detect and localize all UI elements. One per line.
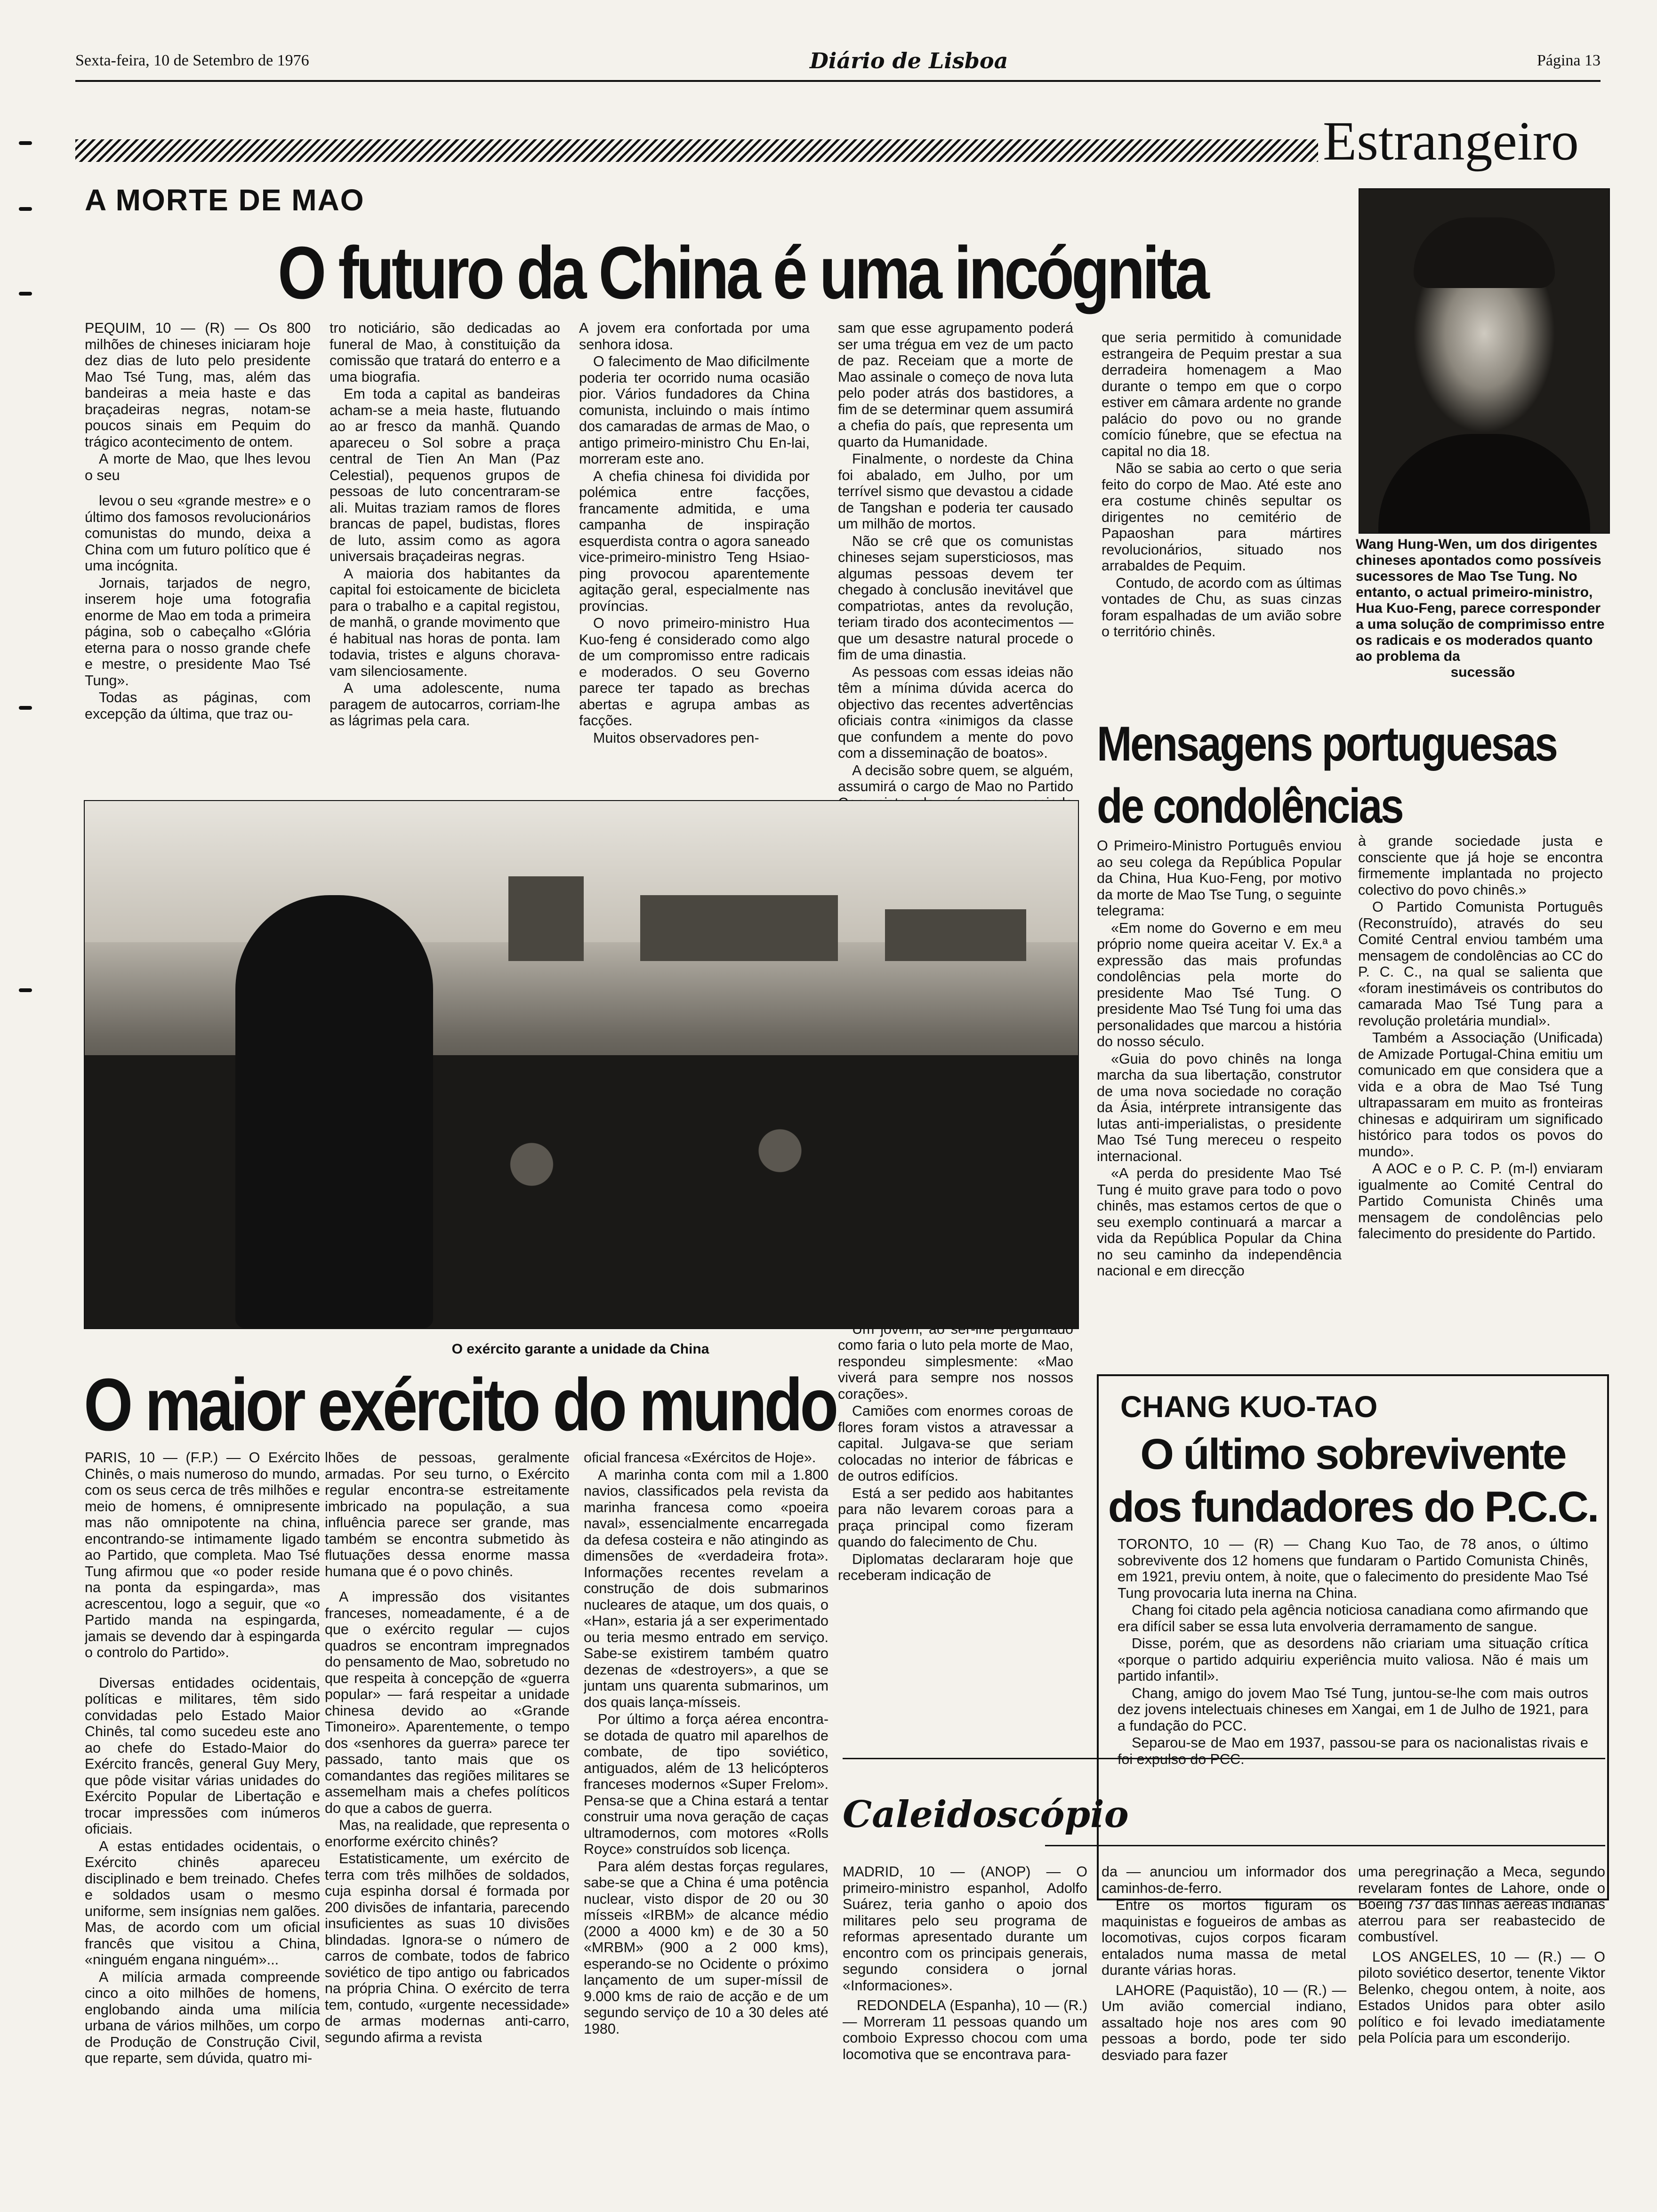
paragraph: Disse, porém, que as desordens não criariam uma situação crítica «porque o partido adquiriu experiência muito valiosa. Não é mais um partido infantil».: [1118, 1635, 1588, 1684]
paragraph: Diplomatas declararam hoje que receberam indicação de: [838, 1551, 1073, 1583]
paragraph: lhões de pessoas, geralmente armadas. Por seu turno, o Exército regular encontra-se estreitamente imbricado na população, a sua influência parece ser grande, mas também se encontra submetido às flutuações dessa enorme massa humana que é o povo chinês.: [325, 1450, 570, 1579]
paragraph: que seria permitido à comunidade estrangeira de Pequim prestar a sua derradeira homenagem a Mao durante o tempo em que o corpo estiver em câmara ardente no grande palácio do povo ou no grande comício fúnebre, que se efectua na capital no dia 18.: [1102, 329, 1342, 459]
paragraph: A jovem era confortada por uma senhora idosa.: [579, 320, 810, 353]
article1-column-3: [579, 320, 810, 791]
masthead: [75, 48, 1601, 82]
margin-mark: [19, 706, 32, 710]
article1-column-1: [85, 320, 311, 791]
paragraph: Também a Associação (Unificada) de Amizade Portugal-China emitiu um comunicado em que considera que a vida e a obra de Mao Tsé Tung ultrapassaram em muito as fronteiras chinesas e adquiriram um significado histórico para todos os povos do mundo».: [1358, 1030, 1603, 1160]
paragraph: Não se sabia ao certo o que seria feito do corpo de Mao. Até este ano era costume chinês sepultar os dirigentes no cemitério de Papaoshan para mártires revolucionários, situado nos arrabaldes de Pequim.: [1102, 460, 1342, 574]
caleidoscopio-top-rule: [843, 1758, 1605, 1759]
paragraph: A uma adolescente, numa paragem de autocarros, corriam-lhe as lágrimas pela cara.: [330, 680, 560, 729]
paragraph: da — anunciou um informador dos caminhos-de-ferro.: [1102, 1864, 1346, 1896]
paragraph: Estatisticamente, um exército de terra com três milhões de soldados, cuja espinha dorsal é formada por 200 divisões de infantaria, parecendo insuficientes as suas 10 divisões blindadas. Ignora-se o número de carros de combate, todos de fabrico soviético de tipo antigo ou fabricados na própria China. O exército de terra tem, contudo, «urgente necessidade» de armas modernas anti-carro, segundo afirma a revista: [325, 1851, 570, 2045]
paragraph: O Primeiro-Ministro Português enviou ao seu colega da República Popular da China, Hua Kuo-Feng, por motivo da morte de Mao Tse Tung, o seguinte telegrama:: [1097, 838, 1342, 919]
paragraph: O Partido Comunista Português (Reconstruído), através do seu Comité Central enviou também uma mensagem de condolências ao CC do P. C. C., na qual se salienta que «foram inestimáveis os contributos do camarada Mao Tsé Tung para a revolução proletária mundial».: [1358, 899, 1603, 1029]
photo-officer-figure: [235, 895, 433, 1328]
caleidoscopio-column-3: [1358, 1864, 1605, 2203]
article2-column-3: [584, 1450, 828, 2203]
paragraph: Para além destas forças regulares, sabe-se que a China é uma potência nuclear, visto dispor de 20 ou 30 mísseis «IRBM» de alcance médio (2000 a 4000 km) e de 30 a 50 «MRBM» (900 a 2 000 kms), esperando-se no Ocidente o próximo lançamento de um super-míssil de 9.000 kms de raio de acção e de um segundo serviço de 10 a 30 deles até 1980.: [584, 1858, 828, 2037]
paragraph: Jornais, tarjados de negro, inserem hoje uma fotografia enorme de Mao em toda a primeira página, sob o cabeçalho «Glória eterna para o nosso grande chefe e mestre, o presidente Mao Tsé Tung».: [85, 575, 311, 689]
margin-mark: [19, 207, 32, 211]
paragraph: PARIS, 10 — (F.P.) — O Exército Chinês, o mais numeroso do mundo, com os seus cerca de três milhões e meio de homens, é omnipresente mas não omnipotente na china, encontrando-se intimamente ligado ao Partido, que completa. Mao Tsé Tung afirmou que «o poder reside na ponta da espingarda», mas acrescentou, logo a seguir, que «o Partido manda na espingarda, jamais se devendo dar à espingarda o controlo do Partido».: [85, 1450, 320, 1660]
paragraph: Chang, amigo do jovem Mao Tsé Tung, juntou-se-lhe com mais outros dez jovens intelectuais chineses em Xangai, em 1 de Julho de 1921, para a fundação do PCC.: [1118, 1685, 1588, 1734]
page-kicker: A MORTE DE MAO: [85, 183, 365, 217]
newspaper-name: Diário de Lisboa: [810, 48, 1008, 73]
box-title: [1099, 1428, 1607, 1533]
margin-mark: [19, 141, 32, 145]
paragraph: A milícia armada compreende cinco a oito milhões de homens, englobando ainda uma milícia urbana de vários milhões, um corpo de Produção de Construção Civil, que reparte, sem dúvida, quatro mi-: [85, 1969, 320, 2066]
paragraph: à grande sociedade justa e consciente que já hoje se encontra firmemente implantada no projecto colectivo do povo chinês.»: [1358, 833, 1603, 898]
paragraph: Muitos observadores pen-: [593, 729, 759, 746]
paragraph: PEQUIM, 10 — (R) — Os 800 milhões de chineses iniciaram hoje dez dias de luto pelo presidente Mao Tsé Tung, mas, além das bandeiras a meia haste e das braçadeiras negras, notam-se poucos sinais em Pequim do trágico acontecimento de ontem.: [85, 320, 311, 450]
box-title-line-2: dos fundadores do P.C.C.: [1108, 1483, 1598, 1531]
paragraph: Mas, na realidade, que representa o enorforme exército chinês?: [325, 1817, 570, 1850]
headline-line-1: Mensagens portuguesas: [1097, 717, 1557, 771]
article1-column-5: [1102, 329, 1342, 697]
caption-last-word: sucessão: [1450, 665, 1515, 680]
paragraph: A decisão sobre quem, se alguém, assumirá o cargo de Mao no Partido: [838, 762, 1073, 794]
article3-column-2: [1358, 833, 1603, 1365]
box-title-line-1: O último sobrevivente: [1140, 1430, 1566, 1478]
chang-kuo-tao-box: [1097, 1374, 1609, 1900]
headline-condolences: [1097, 713, 1556, 837]
paragraph: Separou-se de Mao em 1937, passou-se para os nacionalistas rivais e foi expulso do PCC.: [1118, 1735, 1588, 1767]
issue-date: Sexta-feira, 10 de Setembro de 1976: [75, 52, 309, 69]
paragraph: Por último a força aérea encontra-se dotada de quatro mil aparelhos de combate, de tipo soviético, antiguados, além de 13 helicópteros franceses modernos «Super Frelom». Pensa-se que a China estará a tentar construir uma nova geração de caças ultramodernos, com motores «Rolls Royce» construídos sob licença.: [584, 1711, 828, 1857]
margin-marks: [19, 141, 47, 1082]
article3-column-1: [1097, 838, 1342, 1365]
photo-soldiers-crowd: [85, 1055, 1078, 1328]
paragraph: levou o seu «grande mestre» e o último dos famosos revolucionários comunistas do mundo, deixa a China com um futuro político que é uma incógnita.: [85, 493, 311, 574]
paragraph: sam que esse agrupamento poderá ser uma trégua em vez de um pacto de paz. Receiam que a morte de Mao assinale o começo de nova luta pelo poder atrás dos bastidores, a fim de se determinar quem assumirá a chefia do país, que representa um quarto da Humanidade.: [838, 320, 1073, 450]
article1-column-2: [330, 320, 560, 791]
paragraph: O novo primeiro-ministro Hua Kuo-feng é considerado como algo de um compromisso entre radicais e moderados. O seu Governo parece ter tapado as brechas abertas e agrupa ambas as facções.: [579, 615, 810, 729]
paragraph: LOS ANGELES, 10 — (R.) — O piloto soviético desertor, tenente Viktor Belenko, chegou ontem, à noite, aos Estados Unidos para obter asilo político e foi levado imediatamente pela Polícia para um esconderijo.: [1358, 1948, 1605, 2046]
caleidoscopio-column-2: [1102, 1864, 1346, 2203]
headline-largest-army: O maior exército do mundo: [84, 1363, 836, 1446]
headline-future-of-china: O futuro da China é uma incógnita: [278, 232, 1207, 314]
section-hatch-rule: [75, 139, 1318, 162]
page-number: Página 13: [1536, 52, 1601, 69]
box-body: [1118, 1536, 1588, 1884]
photo-hair-shape: [1414, 217, 1555, 288]
paragraph: Todas as páginas, com excepção da última, que traz ou-: [85, 689, 311, 722]
paragraph: A morte de Mao, que lhes levou o seu: [85, 451, 311, 483]
paragraph: como faria o luto pela morte de Mao, respondeu simplesmente: «Mao viverá para sempre nos nossos corações».: [838, 1337, 1073, 1402]
paragraph: LAHORE (Paquistão), 10 — (R.) — Um avião comercial indiano, assaltado hoje nos ares com 90 pessoas a bordo, pode ter sido desviado para fazer: [1102, 1982, 1346, 2063]
margin-mark: [19, 292, 32, 296]
paragraph: Entre os mortos figuram os maquinistas e fogueiros de ambas as locomotivas, cujos corpos ficaram entalados numa massa de metal durante várias horas.: [1102, 1897, 1346, 1978]
paragraph: Contudo, de acordo com as últimas vontades de Chu, as suas cinzas foram espalhadas de um avião sobre o território chinês.: [1102, 575, 1342, 640]
paragraph: Finalmente, o nordeste da China foi abalado, em Julho, por um terrível sismo que devastou a cidade de Tangshan e poderia ter causado um milhão de mortos.: [838, 451, 1073, 532]
caleidoscopio-column-1: [843, 1864, 1087, 2203]
army-photo-caption: O exército garante a unidade da China: [451, 1341, 709, 1357]
portrait-caption: [1356, 537, 1610, 681]
paragraph: As pessoas com essas ideias não têm a mínima dúvida acerca do objectivo das recentes advertências oficiais contra «inimigos da classe que confundem a mente do povo com a disseminação de boatos».: [838, 664, 1073, 761]
paragraph: Não se crê que os comunistas chineses sejam supersticiosos, mas algumas pessoas devem ter chegado à conclusão inevitável que compatriotas, antes da revolução, teriam tirado dos acontecimentos — que um desastre natural procede o fim de uma dinastia.: [838, 533, 1073, 663]
paragraph: A AOC e o P. C. P. (m-l) enviaram igualmente ao Comité Central do Partido Comunista Chinês uma mensagem de condolências pelo falecimento do presidente do Partido.: [1358, 1161, 1603, 1242]
paragraph: tro noticiário, são dedicadas ao funeral de Mao, à constituição da comissão que tratará do enterro e a uma biografia.: [330, 320, 560, 385]
portrait-photo-wang-hung-wen: [1359, 188, 1610, 534]
article2-column-1: [85, 1450, 320, 2203]
caleidoscopio-title-rule: [1045, 1845, 1605, 1846]
margin-mark: [19, 988, 32, 992]
headline-line-2: de condolências: [1097, 779, 1403, 834]
paragraph: oficial francesa «Exércitos de Hoje».: [584, 1450, 816, 1466]
paragraph: Diversas entidades ocidentais, políticas e militares, têm sido convidadas pelo Estado Maior Chinês, tal como sucedeu este ano ao chefe do Estado-Maior do Exército francês, general Guy Mery, que pôde visitar várias unidades do Exército Popular de Libertação e trocar impressões com inúmeros oficiais.: [85, 1675, 320, 1837]
caption-text: Wang Hung-Wen, um dos dirigentes chineses apontados como possíveis sucessores de Mao Tse Tung. No entanto, o actual primeiro-ministro, Hua Kuo-Feng, parece corresponder a uma solução de comprimisso entre os radicais e os moderados quanto ao problema da: [1356, 537, 1605, 664]
paragraph: REDONDELA (Espanha), 10 — (R.) — Morreram 11 pessoas quando um comboio Expresso chocou com uma locomotiva que se encontrava para-: [843, 1997, 1087, 2062]
paragraph: Em toda a capital as bandeiras acham-se a meia haste, flutuando ao ar fresco da manhã. Quando apareceu o Sol sobre a praça central de Tien An Man (Paz Celestial), pequenos grupos de pessoas de luto concentraram-se ali. Muitas traziam ramos de flores brancas de papel, budistas, flores de luto, assim como as agora universais braçadeiras negras.: [330, 386, 560, 564]
paragraph: A estas entidades ocidentais, o Exército chinês apareceu disciplinado e bem treinado. Chefes e soldados usam o mesmo uniforme, sem insígnias nem galões. Mas, de acordo com um oficial francês que visitou a China, «ninguém engana ninguém»...: [85, 1838, 320, 1968]
photo-building: [885, 909, 1026, 961]
paragraph: «Em nome do Governo e em meu próprio nome queira aceitar V. Ex.ª a expressão das mais profundas condolências pela morte do presidente Mao Tsé Tung. O presidente Mao Tsé Tung foi uma das personalidades que marcou a história do nosso século.: [1097, 920, 1342, 1050]
paragraph: TORONTO, 10 — (R) — Chang Kuo Tao, de 78 anos, o último sobrevivente dos 12 homens que fundaram o Partido Comunista Chinês, em 1921, previu ontem, à noite, que o falecimento do presidente Mao Tsé Tung provocaria luta inerna na China.: [1118, 1536, 1588, 1601]
paragraph: MADRID, 10 — (ANOP) — O primeiro-ministro espanhol, Adolfo Suárez, teria ganho o apoio dos militares pelo seu programa de reformas apresentado durante um encontro com os principais generais, segundo considera o jornal «Informaciones».: [843, 1864, 1087, 1994]
paragraph: A impressão dos visitantes franceses, nomeadamente, é a de que o exército regular — cujos quadros se encontram impregnados do pensamento de Mao, sobretudo no que respeita à concepção de «guerra popular» — fará respeitar a unidade chinesa devido ao «Grande Timoneiro». Aparentemente, o tempo dos «senhores da guerra» parece ter passado, tanto mais que os comandantes das regiões militares se assemelham mais a chefes políticos do que a cabos de guerra.: [325, 1589, 570, 1816]
paragraph: A marinha conta com mil a 1.800 navios, classificados pela revista da marinha francesa como «poeira naval», essencialmente encarregada da defesa costeira e não atingindo as dimensões de «verdadeira frota». Informações recentes revelam a construção de dois submarinos nucleares de ataque, um dos quais, o «Han», estaria já a ser experimentado ou teria mesmo entrado em serviço. Sabe-se existirem também quatro dezenas de «destroyers», a que se juntam uns quarenta submarinos, um dos quais lança-mísseis.: [584, 1467, 828, 1710]
paragraph: Chang foi citado pela agência noticiosa canadiana como afirmando que era difícil saber se essa luta envolveria derramamento de sangue.: [1118, 1602, 1588, 1635]
caleidoscopio-title: Caleidoscópio: [843, 1793, 1129, 1836]
section-title: Estrangeiro: [1323, 110, 1579, 172]
paragraph: A chefia chinesa foi dividida por polémica entre facções, francamente admitida, e uma campanha de inspiração esquerdista contra o agora saneado vice-primeiro-ministro Teng Hsiao-ping provocou aparentemente agitação geral, especialmente nas províncias.: [579, 468, 810, 614]
paragraph: «Guia do povo chinês na longa marcha da sua libertação, construtor de uma nova sociedade no coração da Ásia, intérprete intransigente das lutas anti-imperialistas, o presidente Mao Tsé Tung mereceu o respeito internacional.: [1097, 1050, 1342, 1164]
box-kicker: CHANG KUO-TAO: [1120, 1390, 1378, 1424]
army-photo: [84, 800, 1079, 1329]
paragraph: uma peregrinação a Meca, segundo revelaram fontes de Lahore, onde o Boeing 737 das linhas aéreas indianas aterrou para ser reabastecido de combustível.: [1358, 1864, 1605, 1945]
paragraph: Camiões com enormes coroas de flores foram vistos a atravessar a capital. Julgava-se que seriam colocadas no interior de fábricas e de outros edifícios.: [838, 1403, 1073, 1484]
paragraph: A maioria dos habitantes da capital foi estoicamente de bicicleta para o trabalho e a capital registou, de manhã, o grande movimento que é habitual nas horas de ponta. Iam todavia, tristes e alguns chorava-vam silenciosamente.: [330, 565, 560, 679]
photo-building: [508, 876, 584, 961]
paragraph: «A perda do presidente Mao Tsé Tung é muito grave para todo o povo chinês, mas estamos certos de que o seu exemplo continuará a marcar a vida da República Popular da China no seu caminho da independência nacional e em direcção: [1097, 1165, 1342, 1279]
article2-column-2: [325, 1450, 570, 2203]
photo-coat-shape: [1378, 434, 1590, 533]
paragraph: Está a ser pedido aos habitantes para não levarem coroas para a praça principal como fizeram quando do falecimento de Chu.: [838, 1485, 1073, 1550]
photo-building: [640, 895, 838, 961]
paragraph: O falecimento de Mao dificilmente poderia ter ocorrido numa ocasião pior. Vários fundadores da China comunista, incluindo o mais íntimo dos camaradas de armas de Mao, o antigo primeiro-ministro Chu En-lai, morreram este ano.: [579, 353, 810, 467]
